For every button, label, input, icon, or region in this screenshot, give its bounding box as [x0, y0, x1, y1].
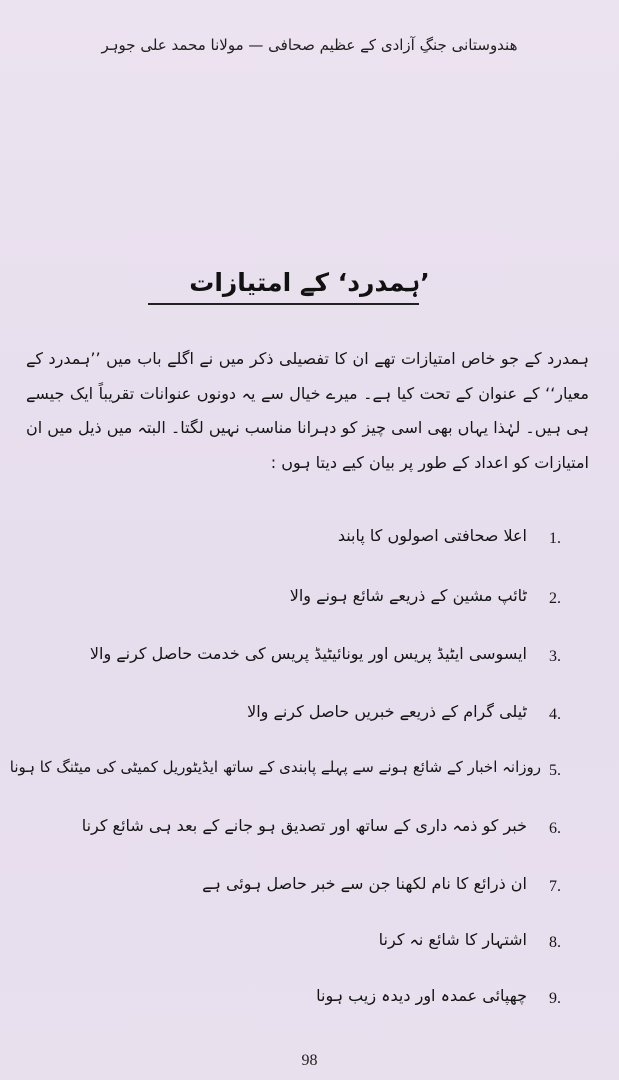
list-item-number: 9.: [549, 990, 561, 1007]
list-item: [0, 586, 619, 616]
list-item: [0, 526, 619, 556]
list-item-text: خبر کو ذمہ داری کے ساتھ اور تصدیق ہو جانے کے بعد ہی شائع کرنا: [81, 816, 527, 835]
list-item-number: 2.: [549, 590, 561, 607]
list-item: [0, 758, 619, 788]
list-item-text: اشتہار کا شائع نہ کرنا: [378, 930, 527, 949]
list-item: [0, 702, 619, 732]
list-item: [0, 930, 619, 960]
list-item-text: چھپائی عمدہ اور دیدہ زیب ہونا: [316, 986, 527, 1005]
running-header: ھندوستانی جنگِ آزادی کے عظیم صحافی — مولانا محمد علی جوہر: [101, 36, 518, 54]
intro-paragraph: ہمدرد کے جو خاص امتیازات تھے ان کا تفصیلی ذکر میں نے اگلے باب میں ’’ہمدرد کے معیار‘‘ کے عنوان کے تحت کیا ہے۔ میرے خیال سے یہ دونوں عنوانات تقریباً ایک جیسے ہی ہیں۔ لہٰذا یہاں بھی اسی چیز کو دہرانا مناسب نہیں لگتا۔ البتہ میں ذیل میں ان امتیازات کو اعداد کے طور پر بیان کیے دیتا ہوں :: [26, 349, 589, 472]
list-item-number: 6.: [549, 820, 561, 837]
list-item-number: 7.: [549, 878, 561, 895]
title-underline: [148, 303, 419, 305]
list-item-number: 5.: [549, 762, 561, 779]
list-item-text: روزانہ اخبار کے شائع ہونے سے پہلے پابندی کے ساتھ ایڈیٹوریل کمیٹی کی میٹنگ کا ہونا: [9, 758, 541, 776]
list-item: [0, 644, 619, 674]
chapter-title: ’ہمدرد‘ کے امتیازات: [189, 268, 430, 297]
list-item-number: 1.: [549, 530, 561, 547]
page-number: 98: [301, 1052, 318, 1069]
list-item: [0, 986, 619, 1016]
list-item-text: اعلا صحافتی اصولوں کا پابند: [337, 526, 527, 545]
list-item-number: 8.: [549, 934, 561, 951]
list-item: [0, 816, 619, 846]
list-item-text: ایسوسی ایٹیڈ پریس اور یونائیٹیڈ پریس کی خدمت حاصل کرنے والا: [89, 644, 527, 663]
list-item-text: ٹیلی گرام کے ذریعے خبریں حاصل کرنے والا: [247, 702, 527, 721]
list-item-text: ان ذرائع کا نام لکھنا جن سے خبر حاصل ہوئی ہے: [202, 874, 527, 893]
list-item: [0, 874, 619, 904]
list-item-number: 3.: [549, 648, 561, 665]
list-item-text: ٹائپ مشین کے ذریعے شائع ہونے والا: [289, 586, 527, 605]
list-item-number: 4.: [549, 706, 561, 723]
